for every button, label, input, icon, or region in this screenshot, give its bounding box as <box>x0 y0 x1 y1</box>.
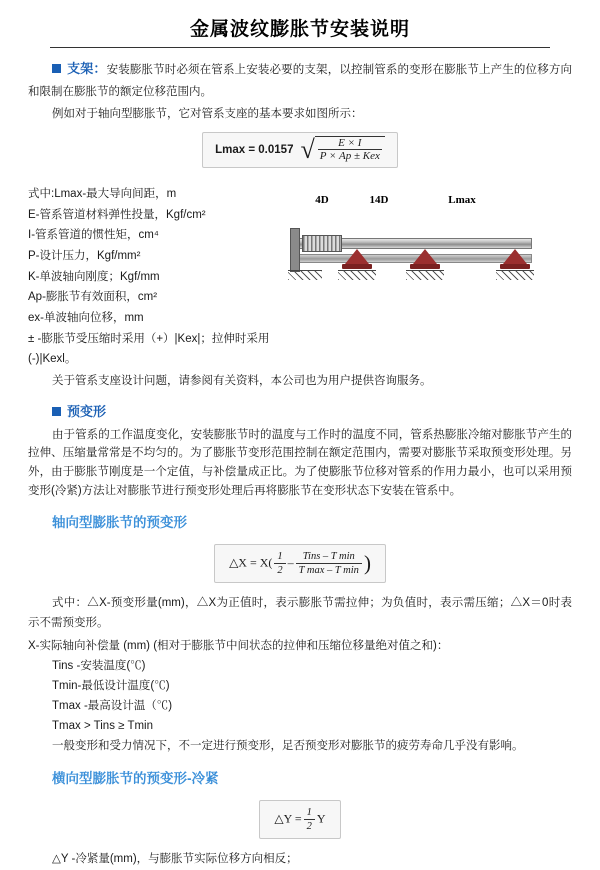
axial-formula <box>214 544 386 583</box>
ground-hatch-left <box>288 270 322 280</box>
legend-column <box>28 176 280 372</box>
axial-note-7: 一般变形和受力情况下，不一定进行预变形，足否预变形对膨胀节的疲劳寿命几乎没有影响。 <box>52 740 524 753</box>
support-guide-3 <box>500 249 530 271</box>
support-heading-run-text: 安装膨胀节时必须在管系上安装必要的支架，以控制管系的变形在膨胀节上产生的位移方向和限制在膨胀节的额定位移范围内。 <box>28 64 572 98</box>
lmax-numerator: E × I <box>318 137 382 150</box>
document-content <box>0 58 600 870</box>
axial-note-1: 式中：△X-预变形量(mm)，△X为正值时，表示膨胀节需拉伸；为负值时，表示需压缩；△X＝0时表示不需预变形。 <box>28 597 572 630</box>
support-guide-1 <box>342 249 372 271</box>
figure-column <box>286 176 572 294</box>
anchor-left <box>290 228 300 272</box>
axial-formula-block <box>28 544 572 583</box>
lmax-formula <box>202 132 398 168</box>
legend-item: I-管系管道的惯性矩，cm⁴ <box>28 229 159 242</box>
axial-frac-temps: Tins – T min T max – T min <box>296 550 362 577</box>
subsection-heading-axial: 轴向型膨胀节的预变形 <box>52 515 187 531</box>
ground-hatch-right <box>496 270 534 280</box>
legend-item: E-管系管道材料弹性投量，Kgf/cm² <box>28 208 206 221</box>
lateral-formula-block <box>28 800 572 839</box>
ground-hatch-mid1 <box>338 270 376 280</box>
section-heading-support: 支架：安装膨胀节时必须在管系上安装必要的支架，以控制管系的变形在膨胀节上产生的位移方向和限制在膨胀节的额定位移范围内。 <box>28 61 572 98</box>
axial-formula-lhs: △X = X( <box>229 555 273 570</box>
axial-formula-minus: – <box>287 555 294 570</box>
predeform-para-1: 由于管系的工作温度变化，安装膨胀节时的温度与工作时的温度不同，管系热膨胀冷缩对膨胀节产生的拉伸、压缩量常常是不均匀的。为了膨胀节变形范围控制在额定范围内，需要对膨胀节采取预变形处理。另外，由于膨胀节刚度是一个定值，与补偿量成正比。为了使膨胀节位移对管系的作用力最小，也可以采用预变形(冷紧)方法让对膨胀节进行预变形处理后再将膨胀节在变形状态下安装在管系中。 <box>28 428 572 497</box>
legend-item: P-设计压力，Kgf/mm² <box>28 249 141 262</box>
square-root-icon: √ $\frac{E \times I}{\text{P × Ap ± Kex}}$ <box>300 138 384 162</box>
blue-square-icon <box>52 64 61 73</box>
subsection-heading-lateral: 横向型膨胀节的预变形-冷紧 <box>52 771 219 787</box>
legend-item: ex-单波轴向位移，mm <box>28 312 144 324</box>
lateral-formula <box>259 800 340 839</box>
axial-note-6: Tmax > Tins ≥ Tmin <box>52 720 153 733</box>
axial-formula-rhs: ) <box>363 551 371 576</box>
axial-note-5: Tmax -最高设计温（℃) <box>52 699 173 712</box>
page-title: 金属波纹膨胀节安装说明 <box>189 19 410 40</box>
support-para-2: 例如对于轴向型膨胀节，它对管系支座的基本要求如图所示： <box>52 108 363 121</box>
figure-label-lmax: Lmax <box>448 193 476 206</box>
axial-note-4: Tmin-最低设计温度(℃) <box>52 679 170 692</box>
support-closing-para: 关于管系支座设计问题，请参阅有关资料，本公司也为用户提供咨询服务。 <box>52 375 432 388</box>
support-guide-2 <box>410 249 440 271</box>
title-divider <box>50 47 550 48</box>
lateral-formula-lhs: △Y = <box>274 811 302 826</box>
lateral-formula-rhs: Y <box>316 811 326 826</box>
bellows-expansion-joint-icon <box>302 235 342 252</box>
section-heading-predeform: 预变形 <box>28 401 572 422</box>
figure-dimension-labels <box>300 194 572 206</box>
axial-note-2: X-实际轴向补偿量 (mm) (相对于膨胀节中间状态的拉伸和压缩位移量绝对值之和)： <box>28 639 449 652</box>
lateral-note: △Y -冷紧量(mm)，与膨胀节实际位移方向相反； <box>52 853 298 866</box>
legend-item: K-单波轴向刚度；Kgf/mm <box>28 270 160 283</box>
ground-hatch-mid2 <box>406 270 444 280</box>
legend-item: 式中:Lmax-最大导向间距，m <box>28 187 177 200</box>
legend-item: Ap-膨胀节有效面积，cm² <box>28 291 158 304</box>
legend-and-figure <box>28 176 572 372</box>
axial-note-3: Tins -安装温度(℃) <box>52 659 146 672</box>
blue-square-icon <box>52 407 61 416</box>
lmax-formula-block <box>28 132 572 168</box>
axial-frac-half: $\frac{1}{2}$ <box>274 550 285 577</box>
lmax-denominator: P × Ap ± Kex <box>319 149 380 162</box>
figure-label-4d: 4D <box>315 193 329 206</box>
pipe-system-diagram <box>286 208 538 294</box>
legend-item: ± -膨胀节受压缩时采用（+）|Kex|；拉伸时采用(-)|Kexl。 <box>28 332 270 366</box>
lateral-frac-half: $\frac{1}{2}$ <box>304 806 315 833</box>
legend-list <box>28 184 280 370</box>
document-page <box>0 14 600 866</box>
lmax-formula-lhs: Lmax = 0.0157 <box>215 143 294 156</box>
figure-label-14d: 14D <box>369 193 389 206</box>
